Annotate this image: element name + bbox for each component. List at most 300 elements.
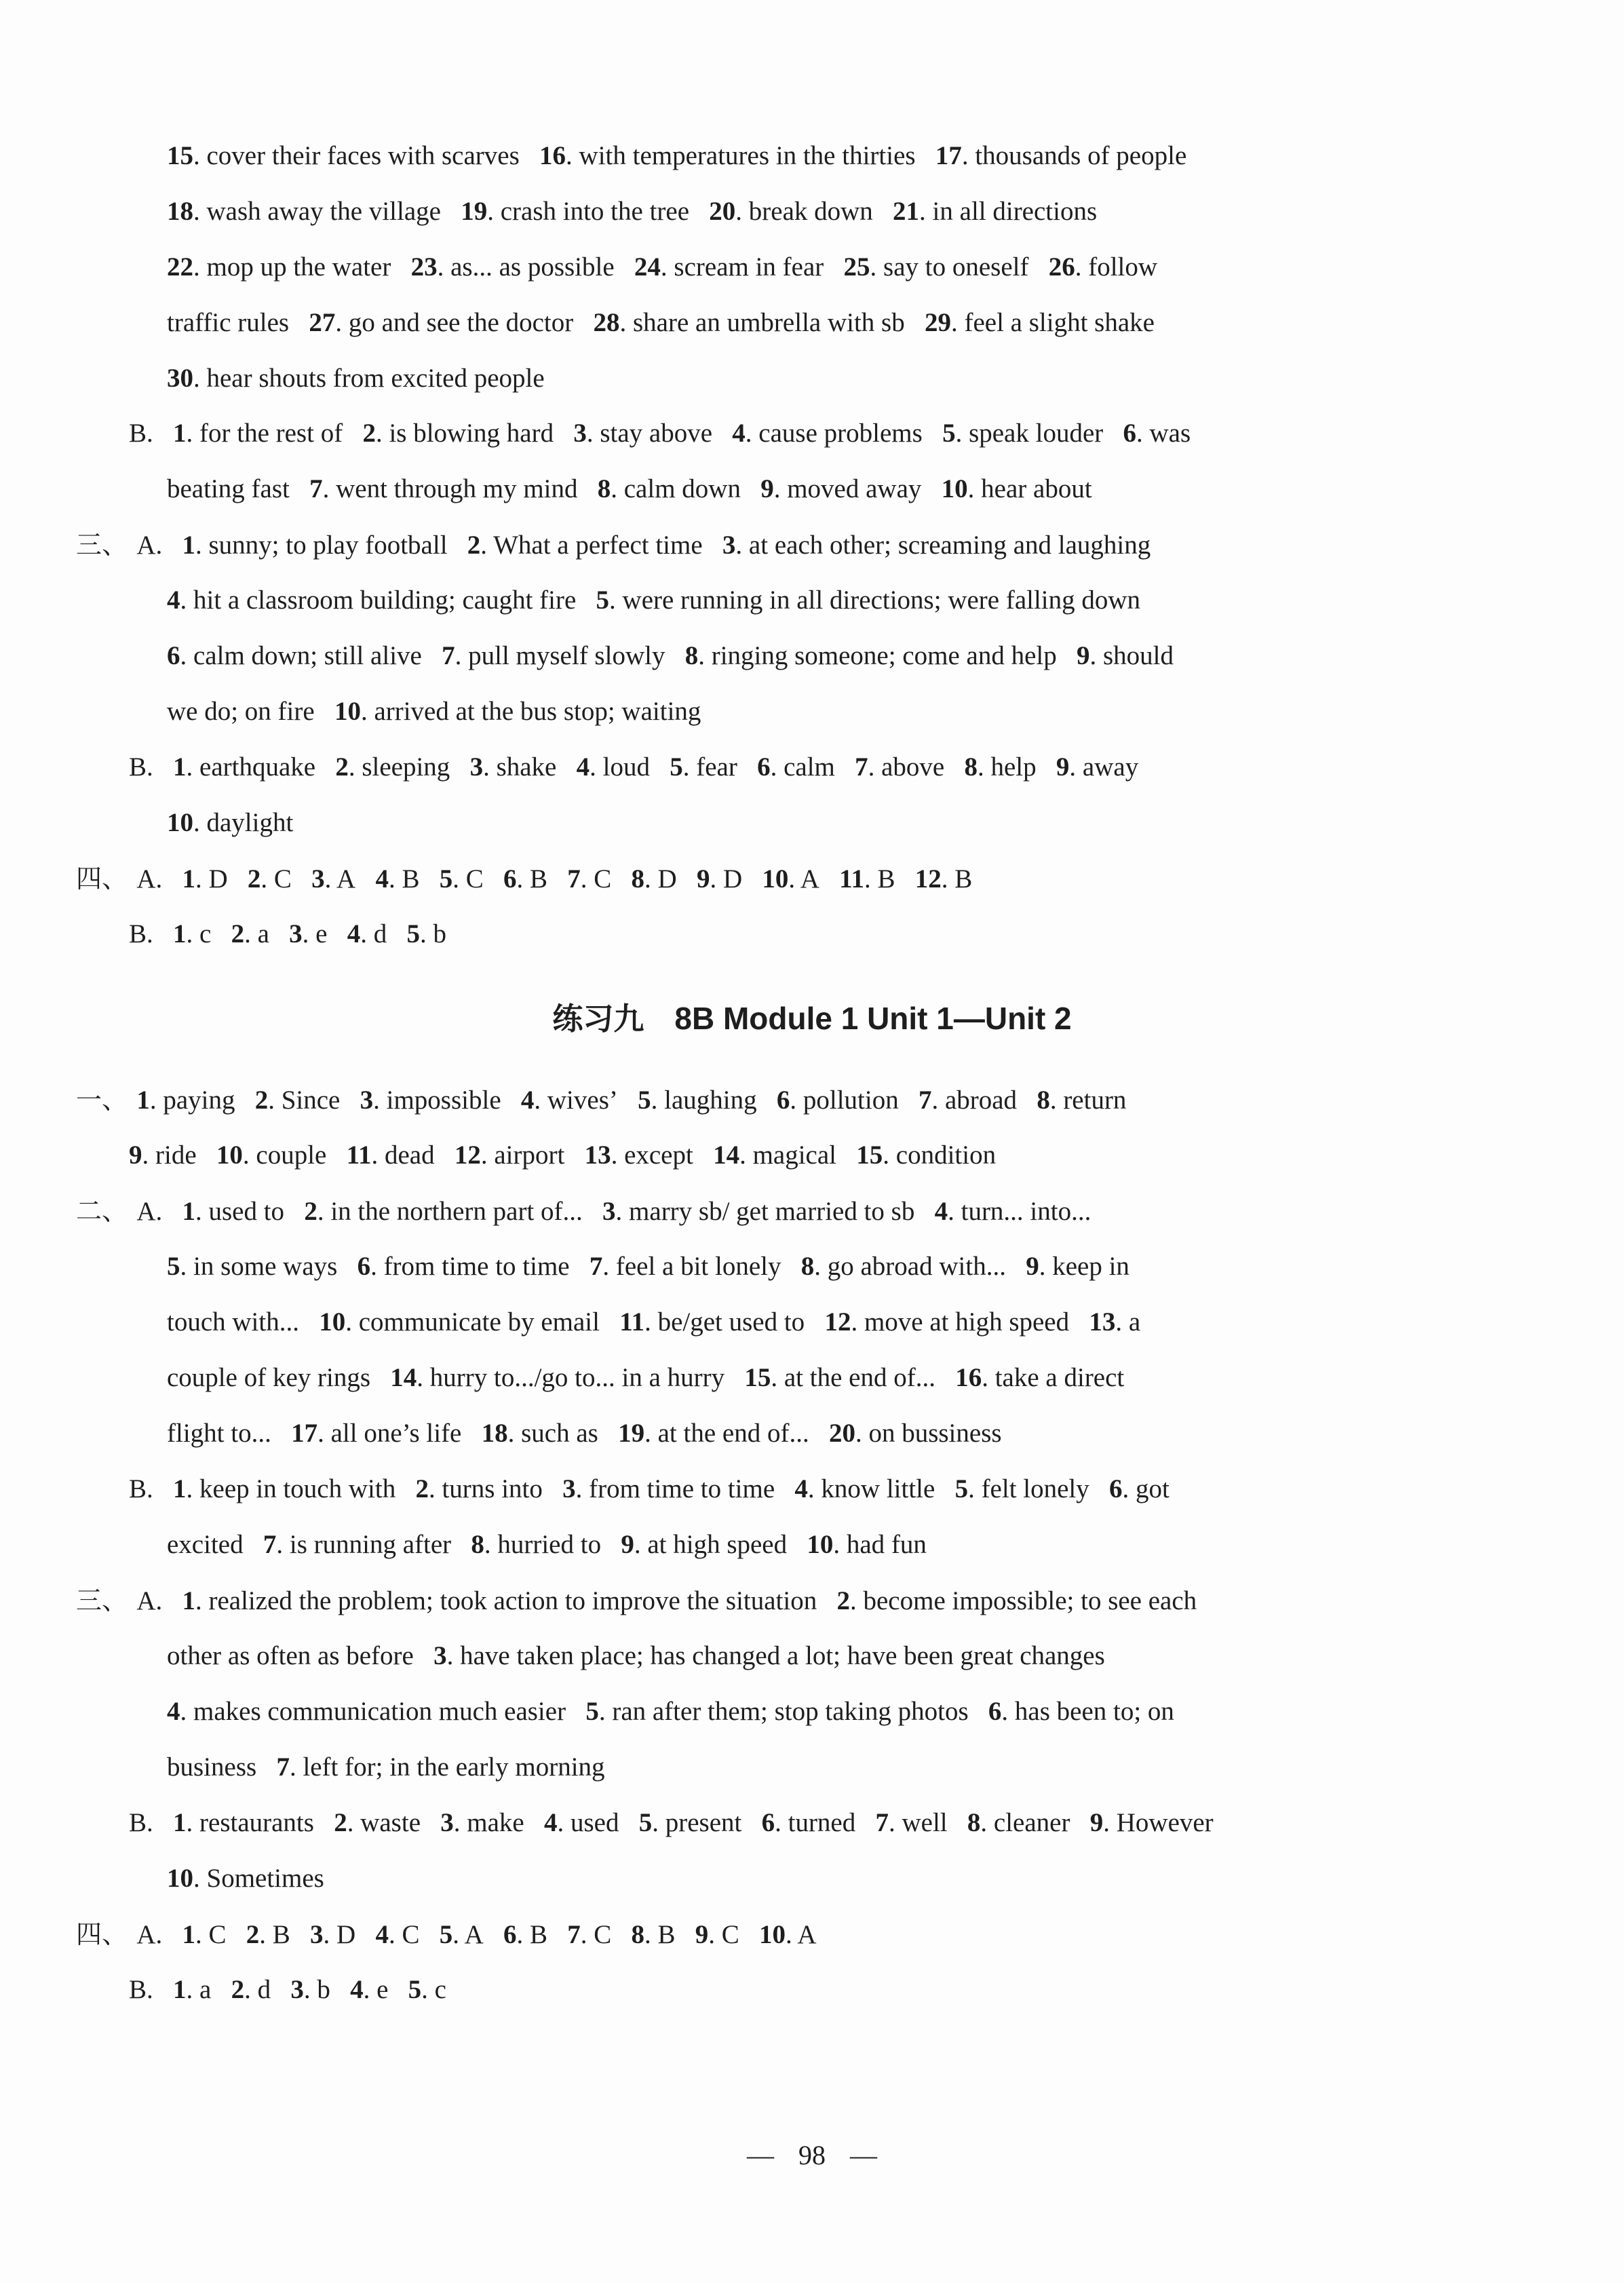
item-text: help — [990, 752, 1037, 782]
item-text: b — [433, 919, 446, 948]
answer-item: 3. b — [290, 1975, 330, 2004]
answer-item: 16. with temperatures in the thirties — [539, 141, 916, 170]
answer-item: 13. a — [1089, 1307, 1141, 1337]
item-text: hear about — [981, 474, 1092, 503]
answer-item: 28. share an umbrella with sb — [593, 308, 905, 337]
item-number: 3 — [290, 1975, 304, 2004]
item-number: 5 — [439, 864, 453, 894]
item-text: B — [272, 1920, 290, 1949]
item-number: 9 — [621, 1530, 634, 1559]
answer-item — [167, 1419, 271, 1448]
item-text: hurried to — [497, 1530, 602, 1559]
answer-item — [167, 1363, 370, 1392]
answer-item: 9. C — [695, 1920, 739, 1949]
item-text: D — [208, 864, 228, 894]
answer-item: 6. calm down; still alive — [167, 641, 422, 670]
answer-item: 6. has been to; on — [988, 1697, 1174, 1726]
item-number: 1 — [173, 1474, 187, 1503]
item-text: wash away the village — [206, 197, 441, 226]
item-text: keep in touch with — [199, 1474, 396, 1503]
item-text: Since — [281, 1086, 341, 1115]
item-number: 1 — [182, 1920, 195, 1949]
item-text: pull myself slowly — [468, 641, 665, 670]
item-text: scream in fear — [674, 252, 824, 282]
answer-item: 5. C — [439, 864, 484, 894]
answer-item: 18. wash away the village — [167, 197, 441, 226]
item-text: ride — [155, 1140, 197, 1170]
answer-item: 24. scream in fear — [634, 252, 824, 282]
item-number: 5 — [585, 1697, 599, 1726]
item-text: pollution — [803, 1086, 899, 1115]
answer-item: 8. cleaner — [967, 1808, 1070, 1837]
item-text: move at high speed — [864, 1307, 1070, 1337]
answer-item: 5. in some ways — [167, 1252, 338, 1281]
item-number: 1 — [173, 752, 187, 782]
answer-item: 6. calm — [757, 752, 835, 782]
item-text: felt lonely — [981, 1474, 1089, 1503]
item-text: cleaner — [993, 1808, 1070, 1837]
item-text: B — [529, 864, 547, 894]
item-text: all one’s life — [330, 1419, 462, 1448]
answer-item: 4. turn... into... — [934, 1197, 1091, 1226]
item-number: 2 — [254, 1086, 269, 1115]
answer-item: 8. D — [631, 864, 677, 894]
answer-item: 3. A — [311, 864, 356, 894]
part-label: A. — [136, 1586, 163, 1615]
answer-line — [0, 1361, 1624, 1395]
footer-dash-right: — — [850, 2140, 877, 2170]
item-number: 8 — [800, 1252, 815, 1281]
answer-item: 14. magical — [713, 1140, 837, 1170]
item-number: 7 — [263, 1530, 277, 1559]
answer-item: 9. away — [1056, 752, 1139, 782]
item-number: 1 — [173, 1975, 187, 2004]
item-number: 8 — [631, 1920, 645, 1949]
item-text: marry sb/ get married to sb — [629, 1197, 915, 1226]
item-text: What a perfect time — [493, 531, 703, 560]
answer-item: 7. C — [567, 1920, 612, 1949]
item-text: take a direct — [994, 1363, 1125, 1392]
section-title-en: 8B Module 1 Unit 1—Unit 2 — [674, 1001, 1072, 1036]
answer-item: 6. got — [1109, 1474, 1169, 1503]
item-number: 19 — [461, 197, 488, 226]
item-text: sleeping — [362, 752, 450, 782]
item-number: 4 — [794, 1474, 808, 1503]
section-bullet: 四、 — [76, 864, 128, 894]
item-number: 1 — [182, 531, 195, 560]
item-text: from time to time — [589, 1474, 775, 1503]
item-number: 1 — [173, 419, 187, 448]
part-label: B. — [129, 1808, 153, 1837]
part-label: A. — [136, 864, 163, 894]
item-number: 3 — [433, 1641, 447, 1670]
item-text: above — [881, 752, 945, 782]
answer-item: 19. at the end of... — [618, 1419, 809, 1448]
answer-item: 11. dead — [346, 1140, 435, 1170]
item-number: 7 — [855, 752, 868, 782]
answer-line — [0, 695, 1624, 729]
answer-line — [0, 583, 1624, 617]
answer-item: 19. crash into the tree — [461, 197, 690, 226]
item-number: 14 — [390, 1363, 417, 1392]
answer-item: 4. hit a classroom building; caught fire — [167, 586, 577, 615]
answer-item: 5. were running in all directions; were falling down — [596, 586, 1141, 615]
answer-item: 7. feel a bit lonely — [589, 1252, 781, 1281]
answer-item: 3. make — [440, 1808, 524, 1837]
answer-item: 20. on bussiness — [828, 1419, 1002, 1448]
item-number: 4 — [347, 919, 361, 948]
answer-item: 16. take a direct — [955, 1363, 1125, 1392]
item-number: 9 — [1056, 752, 1070, 782]
item-number: 4 — [375, 864, 389, 894]
answer-item: 7. C — [567, 864, 612, 894]
item-number: 10 — [167, 808, 193, 837]
item-number: 10 — [334, 697, 361, 726]
answer-item: 10. A — [759, 1920, 817, 1949]
answer-item: 10. hear about — [941, 474, 1092, 503]
answer-item: 8. go abroad with... — [800, 1252, 1006, 1281]
item-text: C — [594, 864, 612, 894]
item-text: earthquake — [199, 752, 316, 782]
answer-item: 21. in all directions — [893, 197, 1098, 226]
item-number: 8 — [471, 1530, 484, 1559]
item-text: know little — [821, 1474, 935, 1503]
item-text: couple — [256, 1140, 327, 1170]
answer-line — [0, 250, 1624, 284]
item-number: 2 — [246, 1920, 260, 1949]
item-text: at the end of... — [784, 1363, 935, 1392]
item-number: 3 — [573, 419, 587, 448]
item-text: e — [315, 919, 328, 948]
item-text: in some ways — [193, 1252, 338, 1281]
item-text: B — [529, 1920, 547, 1949]
item-text: should — [1103, 641, 1174, 670]
item-number: 11 — [619, 1307, 645, 1337]
item-number: 2 — [304, 1197, 317, 1226]
answer-item: 17. thousands of people — [935, 141, 1187, 170]
answer-line — [0, 750, 1624, 784]
item-text: have taken place; has changed a lot; have been great changes — [460, 1641, 1105, 1670]
answer-item: 10. communicate by email — [319, 1307, 600, 1337]
item-text: go abroad with... — [827, 1252, 1006, 1281]
item-text: turn... into... — [961, 1197, 1091, 1226]
answer-item: 6. B — [503, 1920, 547, 1949]
item-text: left for; in the early morning — [303, 1752, 605, 1782]
item-number: 12 — [824, 1307, 851, 1337]
item-text: is blowing hard — [389, 419, 554, 448]
item-text: keep in — [1052, 1252, 1129, 1281]
answer-line — [0, 472, 1624, 506]
answer-line — [0, 1973, 1624, 2007]
item-text: go and see the doctor — [348, 308, 574, 337]
item-text: other as often as before — [167, 1641, 414, 1670]
item-number: 13 — [584, 1140, 611, 1170]
answer-item: 9. should — [1077, 641, 1174, 670]
item-text: C — [208, 1920, 227, 1949]
item-text: at each other; screaming and laughing — [748, 531, 1151, 560]
answer-line — [0, 528, 1624, 562]
item-number: 4 — [350, 1975, 364, 2004]
item-number: 24 — [634, 252, 661, 282]
item-number: 30 — [167, 364, 193, 393]
answer-item: 1. sunny; to play football — [182, 531, 448, 560]
answer-line — [0, 1695, 1624, 1729]
item-text: C — [402, 1920, 420, 1949]
item-number: 6 — [167, 641, 180, 670]
part-label: B. — [129, 752, 153, 782]
answer-item: 6. turned — [761, 1808, 856, 1837]
item-text: is running after — [289, 1530, 452, 1559]
item-text: say to oneself — [883, 252, 1029, 282]
item-number: 1 — [173, 919, 187, 948]
answer-item: 1. keep in touch with — [173, 1474, 396, 1503]
answer-line — [0, 1806, 1624, 1840]
item-number: 14 — [713, 1140, 740, 1170]
answer-item: 18. such as — [481, 1419, 598, 1448]
item-text: thousands of people — [975, 141, 1187, 170]
item-text: flight to... — [167, 1419, 271, 1448]
item-number: 5 — [638, 1086, 651, 1115]
item-text: in the northern part of... — [330, 1197, 583, 1226]
item-number: 3 — [360, 1086, 374, 1115]
answer-item: 4. e — [350, 1975, 389, 2004]
answer-item: 4. B — [375, 864, 420, 894]
item-text: A — [336, 864, 356, 894]
answer-item: 3. D — [310, 1920, 356, 1949]
item-number: 8 — [964, 752, 978, 782]
item-number: 10 — [807, 1530, 834, 1559]
answer-item: 30. hear shouts from excited people — [167, 364, 545, 393]
item-text: return — [1063, 1086, 1127, 1115]
answer-item — [167, 1641, 414, 1670]
item-number: 10 — [759, 1920, 786, 1949]
item-text: D — [722, 864, 743, 894]
item-number: 10 — [762, 864, 789, 894]
item-text: loud — [602, 752, 650, 782]
item-text: Sometimes — [206, 1864, 324, 1893]
item-number: 15 — [744, 1363, 771, 1392]
answer-item: 23. as... as possible — [410, 252, 615, 282]
answer-item: 2. waste — [334, 1808, 421, 1837]
answer-line — [0, 917, 1624, 951]
item-number: 17 — [291, 1419, 318, 1448]
item-number: 7 — [442, 641, 455, 670]
item-number: 5 — [596, 586, 610, 615]
item-number: 1 — [182, 1197, 195, 1226]
item-text: stay above — [600, 419, 713, 448]
item-text: feel a slight shake — [964, 308, 1155, 337]
answer-item: 12. airport — [454, 1140, 565, 1170]
item-number: 23 — [410, 252, 438, 282]
item-number: 21 — [893, 197, 920, 226]
item-number: 7 — [309, 474, 323, 503]
answer-item: 9. However — [1089, 1808, 1214, 1837]
item-number: 2 — [836, 1586, 850, 1615]
item-number: 27 — [309, 308, 336, 337]
answer-item: 9. at high speed — [621, 1530, 788, 1559]
answer-item: 6. was — [1123, 419, 1191, 448]
item-text: C — [273, 864, 292, 894]
item-text: hurry to.../go to... in a hurry — [429, 1363, 725, 1392]
item-text: has been to; on — [1014, 1697, 1174, 1726]
item-text: paying — [163, 1086, 235, 1115]
item-text: mop up the water — [206, 252, 391, 282]
item-number: 4 — [732, 419, 746, 448]
item-number: 5 — [942, 419, 956, 448]
item-number: 2 — [231, 919, 245, 948]
answer-item: 15. cover their faces with scarves — [167, 141, 520, 170]
item-text: from time to time — [383, 1252, 570, 1281]
item-text: used — [570, 1808, 619, 1837]
item-text: hear shouts from excited people — [206, 364, 545, 393]
item-number: 6 — [1123, 419, 1136, 448]
answer-item: 22. mop up the water — [167, 252, 391, 282]
answer-item: 4. d — [347, 919, 387, 948]
answer-item: 14. hurry to.../go to... in a hurry — [390, 1363, 725, 1392]
answer-item: 10. arrived at the bus stop; waiting — [334, 697, 701, 726]
answer-item — [167, 474, 290, 503]
answer-item: 4. cause problems — [732, 419, 923, 448]
item-number: 7 — [875, 1808, 889, 1837]
item-number: 8 — [597, 474, 611, 503]
item-text: wives’ — [547, 1086, 618, 1115]
answer-item: 7. abroad — [918, 1086, 1018, 1115]
item-number: 4 — [576, 752, 590, 782]
item-number: 28 — [593, 308, 620, 337]
item-text: C — [721, 1920, 739, 1949]
item-number: 19 — [618, 1419, 645, 1448]
section-bullet: 二、 — [76, 1196, 128, 1226]
part-label: A. — [136, 1197, 163, 1226]
answer-item: 5. speak louder — [942, 419, 1104, 448]
item-number: 22 — [167, 252, 193, 282]
item-number: 4 — [543, 1808, 558, 1837]
item-text: c — [434, 1975, 446, 2004]
item-number: 18 — [167, 197, 193, 226]
item-text: realized the problem; took action to improve the situation — [208, 1586, 817, 1615]
item-text: touch with... — [167, 1307, 299, 1337]
item-text: got — [1136, 1474, 1169, 1503]
item-number: 3 — [311, 864, 325, 894]
answer-item: 29. feel a slight shake — [924, 308, 1155, 337]
answer-item: 15. at the end of... — [744, 1363, 935, 1392]
item-number: 2 — [362, 419, 376, 448]
item-number: 9 — [1026, 1252, 1039, 1281]
answer-line — [0, 862, 1624, 896]
item-number: 12 — [914, 864, 942, 894]
footer-dash-left: — — [747, 2140, 774, 2170]
answer-item: 5. present — [638, 1808, 742, 1837]
item-text: away — [1082, 752, 1139, 782]
item-number: 15 — [856, 1140, 883, 1170]
answer-item — [167, 697, 315, 726]
answer-item: 1. restaurants — [173, 1808, 314, 1837]
answer-item: 2. What a perfect time — [467, 531, 703, 560]
part-label: A. — [136, 1920, 163, 1949]
item-number: 10 — [319, 1307, 346, 1337]
answer-item: 5. ran after them; stop taking photos — [585, 1697, 969, 1726]
answer-item: 9. moved away — [760, 474, 922, 503]
answer-item — [167, 1530, 244, 1559]
answer-item: 3. from time to time — [562, 1474, 775, 1503]
item-number: 6 — [503, 864, 517, 894]
item-number: 16 — [955, 1363, 982, 1392]
item-text: share an umbrella with sb — [633, 308, 905, 337]
answer-item: 8. B — [631, 1920, 676, 1949]
item-number: 3 — [310, 1920, 324, 1949]
item-number: 3 — [440, 1808, 454, 1837]
answer-line — [0, 1138, 1624, 1172]
answer-item: 11. B — [839, 864, 895, 894]
answer-item: 13. except — [584, 1140, 693, 1170]
answer-item: 4. makes communication much easier — [167, 1697, 566, 1726]
item-number: 3 — [602, 1197, 616, 1226]
item-number: 20 — [709, 197, 736, 226]
answer-line — [0, 417, 1624, 450]
item-text: daylight — [206, 808, 294, 837]
answer-item: 20. break down — [709, 197, 873, 226]
item-number: 5 — [167, 1252, 180, 1281]
item-number: 9 — [695, 1920, 709, 1949]
answer-item: 7. left for; in the early morning — [276, 1752, 605, 1782]
item-number: 8 — [1037, 1086, 1050, 1115]
answer-item: 2. in the northern part of... — [304, 1197, 583, 1226]
item-number: 20 — [828, 1419, 855, 1448]
item-text: present — [665, 1808, 742, 1837]
answer-item: 8. return — [1037, 1086, 1127, 1115]
answer-item: 1. used to — [182, 1197, 285, 1226]
item-text: calm — [784, 752, 835, 782]
item-text: ran after them; stop taking photos — [612, 1697, 969, 1726]
item-text: were running in all directions; were falling down — [622, 586, 1141, 615]
item-number: 9 — [696, 864, 710, 894]
item-number: 3 — [722, 531, 736, 560]
answer-item: 9. ride — [129, 1140, 197, 1170]
item-number: 6 — [988, 1697, 1002, 1726]
item-text: dead — [384, 1140, 435, 1170]
item-text: was — [1149, 419, 1191, 448]
answer-item: 8. calm down — [597, 474, 741, 503]
item-text: d — [257, 1975, 271, 2004]
item-number: 9 — [1089, 1808, 1104, 1837]
item-number: 1 — [182, 864, 195, 894]
answer-item: 7. is running after — [263, 1530, 452, 1559]
item-text: However — [1116, 1808, 1214, 1837]
section-title — [0, 999, 1624, 1039]
item-number: 8 — [967, 1808, 981, 1837]
answer-line — [0, 195, 1624, 229]
item-text: D — [657, 864, 677, 894]
item-text: makes communication much easier — [193, 1697, 566, 1726]
item-text: with temperatures in the thirties — [579, 141, 916, 170]
answer-item — [167, 1307, 299, 1337]
answer-line — [0, 1417, 1624, 1451]
answer-item: 2. turns into — [415, 1474, 543, 1503]
item-number: 13 — [1089, 1307, 1116, 1337]
answer-item — [167, 1752, 256, 1782]
section-bullet: 三、 — [76, 530, 128, 560]
page-number: 98 — [798, 2140, 826, 2170]
answer-item — [167, 308, 289, 337]
answer-item: 3. shake — [469, 752, 557, 782]
answer-line — [0, 1917, 1624, 1952]
item-number: 1 — [173, 1808, 187, 1837]
answer-item: 3. at each other; screaming and laughing — [722, 531, 1151, 560]
answer-item: 2. C — [247, 864, 292, 894]
item-text: moved away — [787, 474, 922, 503]
item-text: B — [402, 864, 420, 894]
item-text: communicate by email — [358, 1307, 600, 1337]
